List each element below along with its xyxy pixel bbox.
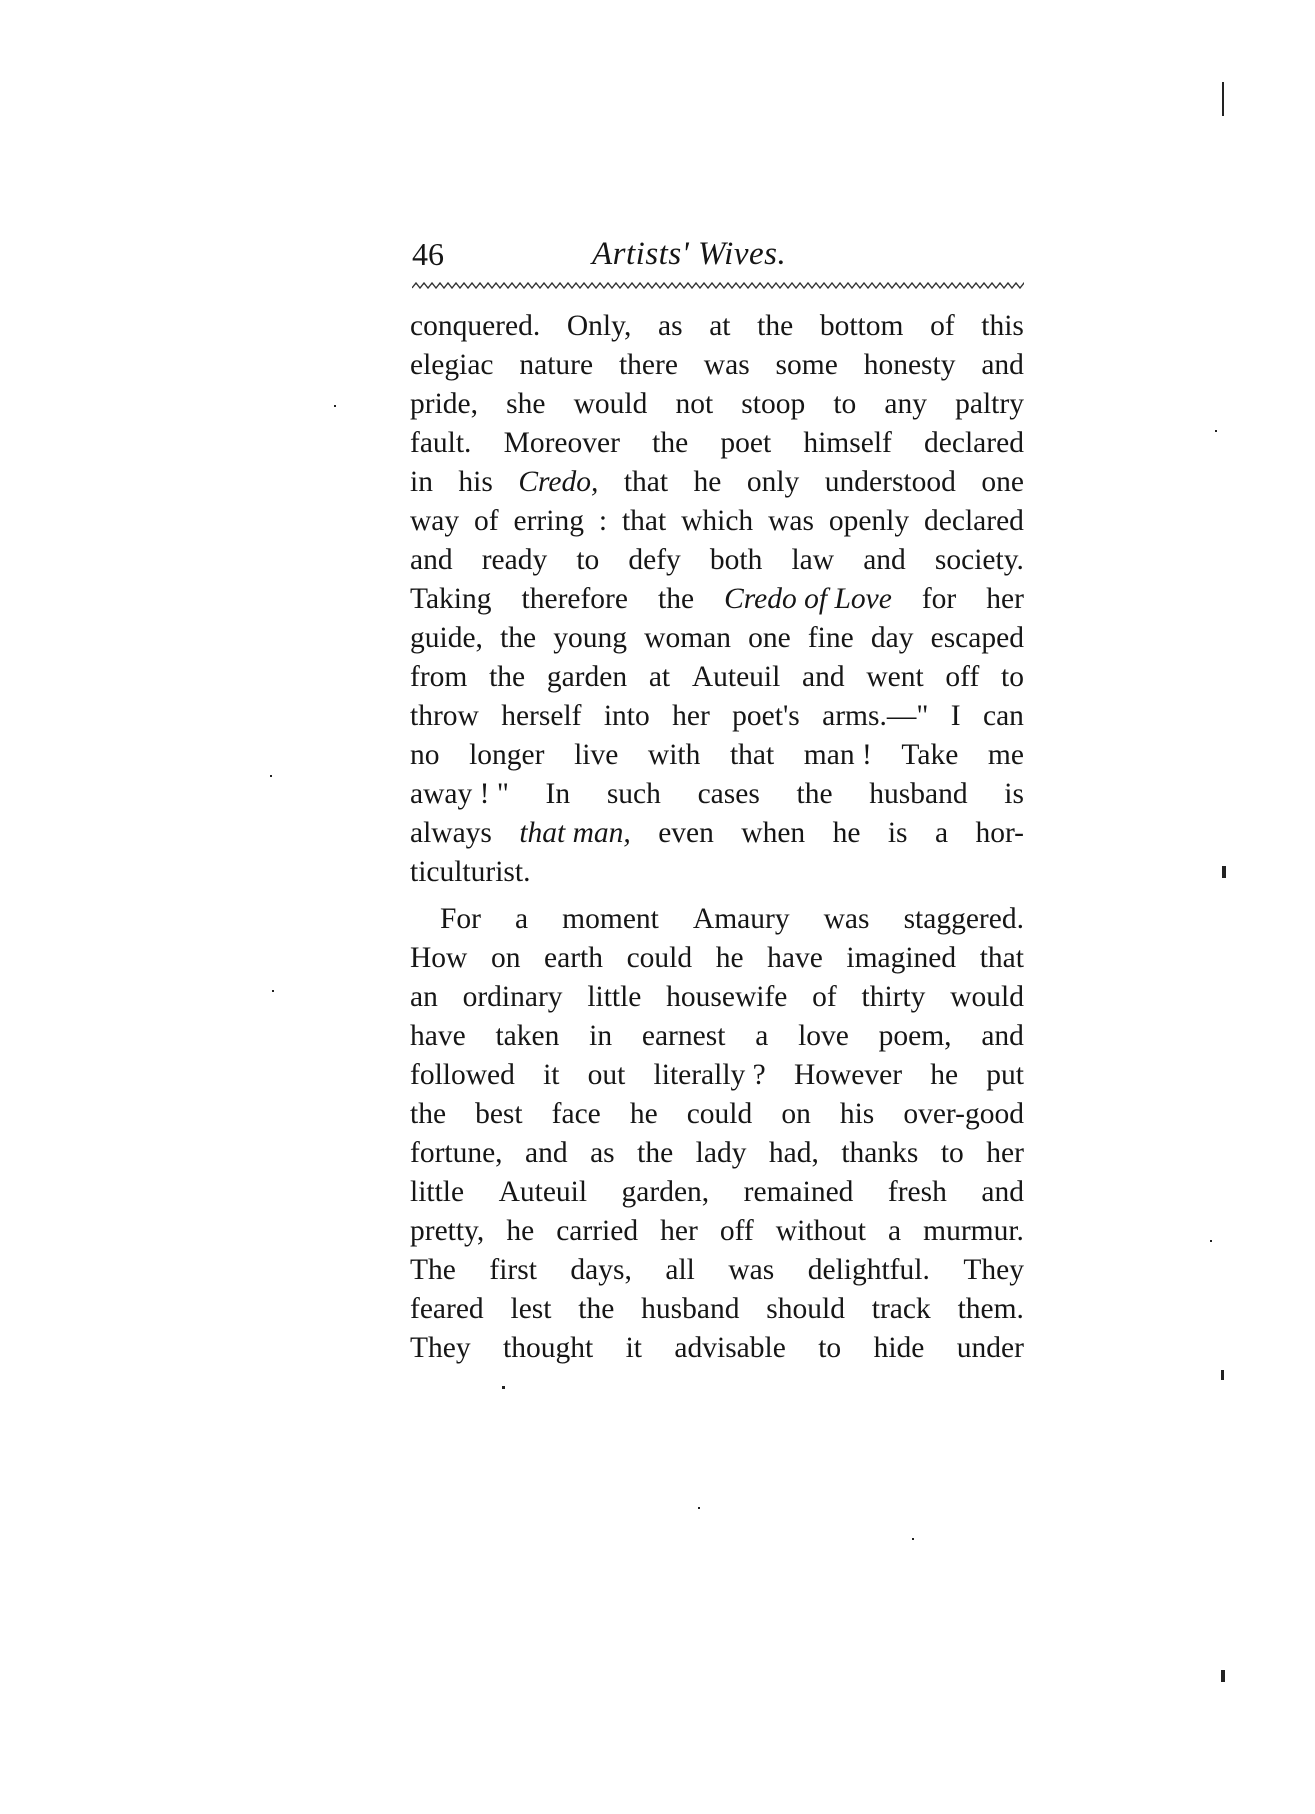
word: I	[950, 700, 961, 732]
word: honesty	[863, 349, 956, 381]
word: he	[715, 942, 744, 974]
text-line	[410, 1095, 1024, 1134]
word: young	[553, 622, 627, 654]
word: he	[506, 1215, 535, 1247]
scan-mark	[1222, 82, 1224, 116]
word: openly	[828, 505, 910, 537]
scan-mark	[502, 1386, 505, 1389]
word: as	[590, 1137, 615, 1169]
word: declared	[924, 505, 1024, 537]
word: was	[728, 1254, 775, 1286]
word: cases	[697, 778, 760, 810]
word: pretty,	[410, 1215, 485, 1247]
word: a	[755, 1020, 769, 1052]
word: without	[775, 1215, 866, 1247]
word: poet's	[732, 700, 800, 732]
word: stoop	[741, 388, 806, 420]
word: fresh	[887, 1176, 947, 1208]
word: out	[587, 1059, 626, 1091]
text-line	[410, 580, 1024, 619]
word: elegiac	[410, 349, 494, 381]
word: nature	[519, 349, 594, 381]
word: society.	[934, 544, 1024, 576]
word: lest	[510, 1293, 552, 1325]
word: erring	[513, 505, 584, 537]
word: he	[693, 466, 722, 498]
word: for	[921, 583, 957, 615]
word: arms.—"	[822, 700, 929, 732]
word: track	[871, 1293, 931, 1325]
word: the	[652, 427, 689, 459]
text-line	[410, 736, 1024, 775]
word: put	[986, 1059, 1024, 1091]
word: and	[981, 349, 1024, 381]
word: and	[525, 1137, 568, 1169]
word: one	[748, 622, 791, 654]
decorative-wavy-rule	[412, 282, 1024, 292]
word: the	[500, 622, 537, 654]
word: an	[410, 981, 438, 1013]
word: taken	[495, 1020, 560, 1052]
word: day	[870, 622, 914, 654]
word: in	[589, 1020, 613, 1052]
word: could	[686, 1098, 753, 1130]
scan-mark	[270, 775, 272, 777]
word: moment	[562, 903, 659, 935]
word: from	[410, 661, 468, 693]
scan-mark	[698, 1507, 700, 1509]
word: paltry	[955, 388, 1024, 420]
word: have	[767, 942, 823, 974]
word: little	[587, 981, 642, 1013]
word: he	[629, 1098, 658, 1130]
word: Moreover	[503, 427, 620, 459]
text-line	[410, 385, 1024, 424]
word: it	[625, 1332, 642, 1364]
word: guide,	[410, 622, 483, 654]
word: hor-	[975, 817, 1024, 849]
word: there	[618, 349, 678, 381]
word: have	[410, 1020, 466, 1052]
word: me	[987, 739, 1024, 771]
text-line	[410, 502, 1024, 541]
paragraph	[410, 307, 1024, 892]
word: fault.	[410, 427, 472, 459]
word: her	[672, 700, 710, 732]
word: bottom	[819, 310, 904, 342]
word: the	[578, 1293, 615, 1325]
word: hide	[873, 1332, 925, 1364]
word: love	[798, 1020, 849, 1052]
text-line	[410, 1251, 1024, 1290]
text-line	[410, 1329, 1024, 1368]
word: therefore	[521, 583, 628, 615]
word: went	[866, 661, 924, 693]
word: to	[1001, 661, 1024, 693]
word: the	[796, 778, 833, 810]
word: the	[658, 583, 695, 615]
word: them.	[957, 1293, 1024, 1325]
word: housewife	[666, 981, 788, 1013]
word: her	[986, 583, 1024, 615]
running-title: Artists' Wives.	[592, 236, 787, 272]
text-line	[410, 1134, 1024, 1173]
word: literally ?	[653, 1059, 766, 1091]
word: poem,	[878, 1020, 952, 1052]
word: that	[623, 466, 669, 498]
page-number: 46	[412, 236, 444, 272]
word: a	[934, 817, 949, 849]
word: Taking	[410, 583, 492, 615]
word: one	[981, 466, 1024, 498]
word: However	[793, 1059, 903, 1091]
word: Auteuil	[498, 1176, 588, 1208]
word: fortune,	[410, 1137, 503, 1169]
word: husband	[641, 1293, 740, 1325]
word: was	[768, 505, 814, 537]
word: fine	[807, 622, 854, 654]
word: when	[741, 817, 806, 849]
word: man !	[803, 739, 872, 771]
word: is	[887, 817, 908, 849]
word: some	[775, 349, 838, 381]
word: at	[648, 661, 671, 693]
word: always	[410, 817, 492, 849]
word: of	[474, 505, 499, 537]
word: staggered.	[903, 903, 1024, 935]
word: law	[791, 544, 835, 576]
text-line	[410, 346, 1024, 385]
word: Amaury	[692, 903, 790, 935]
text-line	[410, 1056, 1024, 1095]
text-line	[410, 1173, 1024, 1212]
word: is	[1004, 778, 1024, 810]
word: he	[832, 817, 861, 849]
scan-mark	[1221, 1370, 1224, 1380]
word: ready	[481, 544, 548, 576]
scan-mark	[1210, 1240, 1212, 1242]
word: his	[458, 466, 493, 498]
word: and	[802, 661, 845, 693]
word: on	[781, 1098, 811, 1130]
word: would	[573, 388, 648, 420]
word: herself	[501, 700, 582, 732]
word: escaped	[930, 622, 1024, 654]
word: on	[490, 942, 521, 974]
word: longer	[469, 739, 545, 771]
word: off	[945, 661, 980, 693]
word: no	[410, 739, 440, 771]
word: woman	[644, 622, 731, 654]
word: way	[410, 505, 460, 537]
word: with	[647, 739, 701, 771]
word: defy	[628, 544, 681, 576]
word: remained	[743, 1176, 854, 1208]
word: garden	[546, 661, 628, 693]
word: Credo of Love	[724, 583, 892, 615]
word: her	[660, 1215, 698, 1247]
text-line	[410, 814, 1024, 853]
word: Auteuil	[691, 661, 781, 693]
word: days,	[570, 1254, 632, 1286]
word: only	[746, 466, 800, 498]
word: earth	[544, 942, 603, 974]
word: feared	[410, 1293, 484, 1325]
word: he	[930, 1059, 959, 1091]
word: conquered.	[410, 310, 541, 342]
word: this	[981, 310, 1024, 342]
word: advisable	[674, 1332, 786, 1364]
word: that man,	[519, 817, 631, 849]
word: understood	[824, 466, 956, 498]
word: imagined	[846, 942, 957, 974]
paragraph	[410, 900, 1024, 1368]
word: could	[626, 942, 693, 974]
running-head	[412, 236, 1024, 276]
word: For	[440, 903, 481, 935]
word: which	[681, 505, 754, 537]
word: her	[986, 1137, 1024, 1169]
word: the	[637, 1137, 674, 1169]
word: all	[665, 1254, 695, 1286]
scan-mark	[912, 1538, 914, 1540]
word: would	[950, 981, 1024, 1013]
word: himself	[803, 427, 892, 459]
word: They	[963, 1254, 1024, 1286]
word: to	[833, 388, 857, 420]
word: delightful.	[807, 1254, 930, 1286]
body-text	[410, 307, 1024, 1368]
scan-mark	[1221, 1670, 1225, 1682]
word: and	[410, 544, 453, 576]
word: that	[729, 739, 775, 771]
word: his	[839, 1098, 875, 1130]
word: How	[410, 942, 468, 974]
word: best	[475, 1098, 523, 1130]
word: not	[675, 388, 714, 420]
word: off	[719, 1215, 754, 1247]
word: was	[703, 349, 750, 381]
text-line	[410, 1017, 1024, 1056]
word: should	[766, 1293, 845, 1325]
scan-mark	[334, 405, 336, 407]
text-line	[410, 900, 1024, 939]
word: throw	[410, 700, 479, 732]
text-line	[410, 697, 1024, 736]
word: both	[709, 544, 763, 576]
word: to	[818, 1332, 842, 1364]
text-line	[410, 1212, 1024, 1251]
word: face	[551, 1098, 601, 1130]
word: first	[489, 1254, 537, 1286]
word: followed	[410, 1059, 515, 1091]
word: earnest	[641, 1020, 726, 1052]
word: was	[823, 903, 870, 935]
word: had,	[768, 1137, 819, 1169]
text-line	[410, 1290, 1024, 1329]
word: little	[410, 1176, 465, 1208]
text-line	[410, 775, 1024, 814]
word: under	[956, 1332, 1024, 1364]
word: can	[982, 700, 1024, 732]
text-line	[410, 424, 1024, 463]
word: a	[887, 1215, 902, 1247]
word: the	[410, 1098, 447, 1130]
scan-mark	[1215, 430, 1217, 432]
word: into	[603, 700, 650, 732]
word: thought	[503, 1332, 594, 1364]
word: :	[598, 505, 608, 537]
word: of	[812, 981, 837, 1013]
text-line	[410, 978, 1024, 1017]
word: that	[979, 942, 1024, 974]
word: such	[606, 778, 661, 810]
text-line	[410, 463, 1024, 502]
word: at	[709, 310, 731, 342]
word: thirty	[861, 981, 926, 1013]
text-line	[410, 939, 1024, 978]
word: the	[757, 310, 794, 342]
word: to	[940, 1137, 964, 1169]
text-line	[410, 619, 1024, 658]
word: pride,	[410, 388, 478, 420]
word: garden,	[621, 1176, 710, 1208]
text-line	[410, 541, 1024, 580]
word: even	[658, 817, 714, 849]
word: ticulturist.	[410, 856, 531, 888]
text-line	[410, 307, 1024, 346]
word: carried	[556, 1215, 639, 1247]
word: In	[545, 778, 571, 810]
word: a	[515, 903, 529, 935]
word: in	[410, 466, 433, 498]
word: Only,	[566, 310, 632, 342]
word: ordinary	[462, 981, 563, 1013]
word: lady	[695, 1137, 747, 1169]
word: that	[621, 505, 667, 537]
text-line	[410, 658, 1024, 697]
word: it	[543, 1059, 560, 1091]
word: Credo,	[518, 466, 599, 498]
word: away ! "	[410, 778, 509, 810]
word: any	[884, 388, 928, 420]
scan-mark	[272, 990, 274, 992]
word: she	[506, 388, 546, 420]
word: They	[410, 1332, 471, 1364]
word: poet	[720, 427, 772, 459]
word: and	[981, 1020, 1024, 1052]
word: to	[576, 544, 600, 576]
word: murmur.	[923, 1215, 1024, 1247]
scan-mark	[1222, 866, 1226, 878]
word: live	[574, 739, 619, 771]
word: of	[930, 310, 955, 342]
word: as	[657, 310, 683, 342]
word: The	[410, 1254, 456, 1286]
word: husband	[869, 778, 968, 810]
word: and	[981, 1176, 1024, 1208]
word: Take	[901, 739, 959, 771]
word: the	[489, 661, 526, 693]
word: and	[863, 544, 906, 576]
text-line	[410, 853, 1024, 892]
word: declared	[924, 427, 1024, 459]
word: thanks	[841, 1137, 919, 1169]
word: over-good	[903, 1098, 1024, 1130]
